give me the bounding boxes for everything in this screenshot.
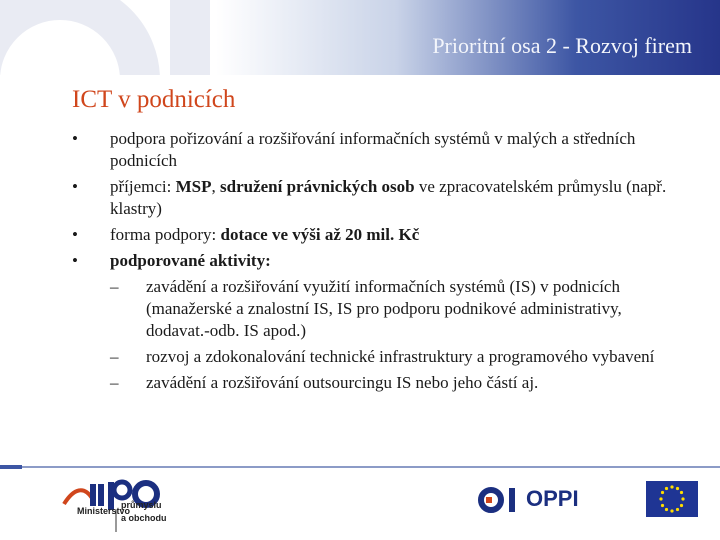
footer-divider-accent	[0, 465, 22, 469]
bullet-text-prefix: forma podpory:	[110, 225, 221, 244]
mpo-caption-obchodu: a obchodu	[121, 513, 167, 523]
slide-title: ICT v podnicích	[72, 86, 236, 113]
sub-list-item	[110, 346, 672, 368]
list-item	[72, 250, 672, 394]
background-watermark-icon	[0, 0, 310, 75]
header-title: Prioritní osa 2 - Rozvoj firem	[432, 33, 692, 58]
oppi-label: OPPI	[526, 486, 579, 511]
sub-bullet-text: rozvoj a zdokonalování technické infrastruktury a programového vybavení	[146, 347, 655, 366]
bullet-list	[72, 128, 672, 394]
bullet-text-bold: podporované aktivity:	[110, 251, 271, 270]
footer-divider	[0, 466, 720, 468]
list-item	[72, 128, 672, 172]
sub-list-item	[110, 276, 672, 342]
sub-bullet-text: zavádění a rozšiřování outsourcingu IS nebo jeho částí aj.	[146, 373, 539, 392]
list-item	[72, 224, 672, 246]
list-item	[72, 176, 672, 220]
bullet-text-mid: ,	[211, 177, 221, 196]
dash-marker: –	[110, 373, 119, 392]
slide-content	[72, 128, 672, 398]
mpo-caption-prumyslu: průmyslu	[121, 500, 162, 510]
bullet-text-prefix: příjemci:	[110, 177, 176, 196]
mpo-caption-ministerstvo: Ministerstvo	[77, 506, 131, 516]
dash-marker: –	[110, 347, 119, 366]
sub-bullet-list	[110, 276, 672, 394]
bullet-marker: •	[72, 225, 78, 244]
bullet-text-bold: MSP	[175, 177, 212, 196]
header-band	[0, 0, 720, 75]
bullet-marker: •	[72, 129, 78, 148]
dash-marker: –	[110, 277, 119, 296]
eu-stars-icon	[646, 481, 698, 517]
sub-list-item	[110, 372, 672, 394]
bullet-text: podpora pořizování a rozšiřování informačních systémů v malých a středních podnicích	[110, 129, 636, 170]
bullet-text-bold: dotace ve výši až 20 mil. Kč	[220, 225, 420, 244]
bullet-marker: •	[72, 177, 78, 196]
bullet-marker: •	[72, 251, 78, 270]
bullet-text-bold: sdružení právnických osob	[220, 177, 415, 196]
eu-flag-icon	[646, 481, 698, 517]
sub-bullet-text: zavádění a rozšiřování využití informačních systémů (IS) v podnicích (manažerské a znalostní IS, IS pro podporu podnikové administrativy, dodavat.-odb. IS apod.)	[146, 277, 622, 340]
bullet-text-suffix: ve zpracovatelském průmyslu (např. klastry)	[110, 177, 667, 218]
